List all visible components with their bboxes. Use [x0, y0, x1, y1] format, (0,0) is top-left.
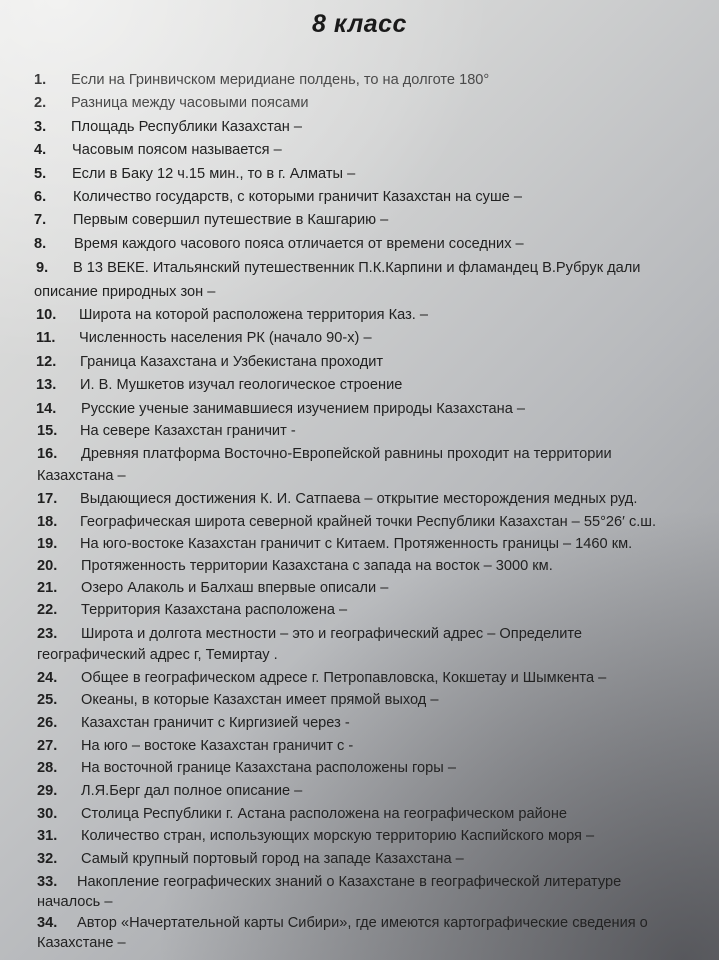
- question-number: 16.: [37, 446, 58, 462]
- question-number: 12.: [36, 354, 57, 370]
- question-number: 3.: [34, 119, 47, 135]
- question-number: 25.: [37, 692, 58, 708]
- question-text: На юго – востоке Казахстан граничит с -: [81, 738, 354, 754]
- question-text: Озеро Алаколь и Балхаш впервые описали –: [81, 580, 389, 596]
- question-text: Разница между часовыми поясами: [71, 95, 309, 111]
- question-text: Если на Гринвичском меридиане полдень, то на долготе 180°: [71, 72, 490, 88]
- question-text: В 13 ВЕКЕ. Итальянский путешественник П.К.Карпини и фламандец В.Рубрук дали: [73, 260, 641, 276]
- question-text: Количество государств, с которыми граничит Казахстан на суше –: [73, 189, 522, 205]
- question-text: Самый крупный портовый город на западе Казахстана –: [81, 851, 464, 867]
- question-number: 7.: [34, 212, 47, 228]
- question-number: 27.: [37, 738, 58, 754]
- question-text: Накопление географических знаний о Казахстане в географической литературе: [77, 874, 622, 890]
- question-number: 6.: [34, 189, 47, 205]
- page-title: 8 класс: [312, 10, 407, 38]
- question-number: 8.: [34, 236, 47, 252]
- question-number: 28.: [37, 760, 58, 776]
- question-number: 33.: [37, 874, 58, 890]
- question-number: 30.: [37, 806, 58, 822]
- question-number: 9.: [36, 260, 49, 276]
- question-text: Автор «Начертательной карты Сибири», где имеются картографические сведения о: [77, 915, 648, 931]
- question-number: 23.: [37, 626, 58, 642]
- question-number: 32.: [37, 851, 58, 867]
- question-number: 2.: [34, 95, 47, 111]
- question-text: Часовым поясом называется –: [72, 142, 282, 158]
- question-text: Количество стран, использующих морскую территорию Каспийского моря –: [81, 828, 595, 844]
- question-text: Время каждого часового пояса отличается от времени соседних –: [74, 236, 524, 252]
- question-number: 22.: [37, 602, 58, 618]
- question-number: 21.: [37, 580, 58, 596]
- question-text: На восточной границе Казахстана расположены горы –: [81, 760, 456, 776]
- question-text: Граница Казахстана и Узбекистана проходит: [80, 354, 384, 370]
- question-text: Территория Казахстана расположена –: [81, 602, 348, 618]
- question-text: Если в Баку 12 ч.15 мин., то в г. Алматы –: [72, 166, 356, 182]
- question-text: Древняя платформа Восточно-Европейской равнины проходит на территории: [81, 446, 612, 462]
- question-text: Л.Я.Берг дал полное описание –: [81, 783, 303, 799]
- question-number: 14.: [36, 401, 57, 417]
- question-text: Общее в географическом адресе г. Петропавловска, Кокшетау и Шымкента –: [81, 670, 607, 686]
- question-text: На севере Казахстан граничит -: [80, 423, 296, 439]
- question-number: 31.: [37, 828, 58, 844]
- question-text: Океаны, в которые Казахстан имеет прямой выход –: [81, 692, 439, 708]
- question-text: Численность населения РК (начало 90-х) –: [79, 330, 372, 346]
- question-number: 29.: [37, 783, 58, 799]
- question-9-continuation: описание природных зон –: [34, 284, 216, 300]
- question-number: 11.: [36, 330, 56, 346]
- question-text: Столица Республики г. Астана расположена на географическом районе: [81, 806, 568, 822]
- question-number: 13.: [36, 377, 57, 393]
- question-text: На юго-востоке Казахстан граничит с Китаем. Протяженность границы – 1460 км.: [80, 536, 633, 552]
- question-number: 20.: [37, 558, 58, 574]
- question-text: Первым совершил путешествие в Кашгарию –: [73, 212, 389, 228]
- question-text: Площадь Республики Казахстан –: [71, 119, 302, 135]
- question-16-continuation: Казахстана –: [37, 468, 126, 484]
- question-number: 5.: [34, 166, 47, 182]
- question-text: Географическая широта северной крайней точки Республики Казахстан – 55°26′ с.ш.: [80, 514, 657, 530]
- question-text: Широта на которой расположена территория Каз. –: [79, 307, 429, 323]
- question-34-continuation: Казахстане –: [37, 935, 126, 951]
- question-text: И. В. Мушкетов изучал геологическое строение: [80, 377, 403, 393]
- question-text: Протяженность территории Казахстана с запада на восток – 3000 км.: [81, 558, 553, 574]
- question-33-continuation: началось –: [37, 894, 113, 910]
- question-number: 24.: [37, 670, 58, 686]
- question-23-continuation: географический адрес г, Темиртау .: [37, 647, 278, 663]
- question-number: 15.: [37, 423, 58, 439]
- question-number: 4.: [34, 142, 47, 158]
- question-text: Широта и долгота местности – это и географический адрес – Определите: [81, 626, 583, 642]
- question-number: 18.: [37, 514, 58, 530]
- question-text: Выдающиеся достижения К. И. Сатпаева – открытие месторождения медных руд.: [80, 491, 638, 507]
- question-text: Казахстан граничит с Киргизией через -: [81, 715, 350, 731]
- question-number: 19.: [37, 536, 58, 552]
- question-text: Русские ученые занимавшиеся изучением природы Казахстана –: [81, 401, 525, 417]
- question-number: 17.: [37, 491, 58, 507]
- question-number: 10.: [36, 307, 57, 323]
- question-number: 26.: [37, 715, 58, 731]
- question-number: 34.: [37, 915, 58, 931]
- question-number: 1.: [34, 72, 47, 88]
